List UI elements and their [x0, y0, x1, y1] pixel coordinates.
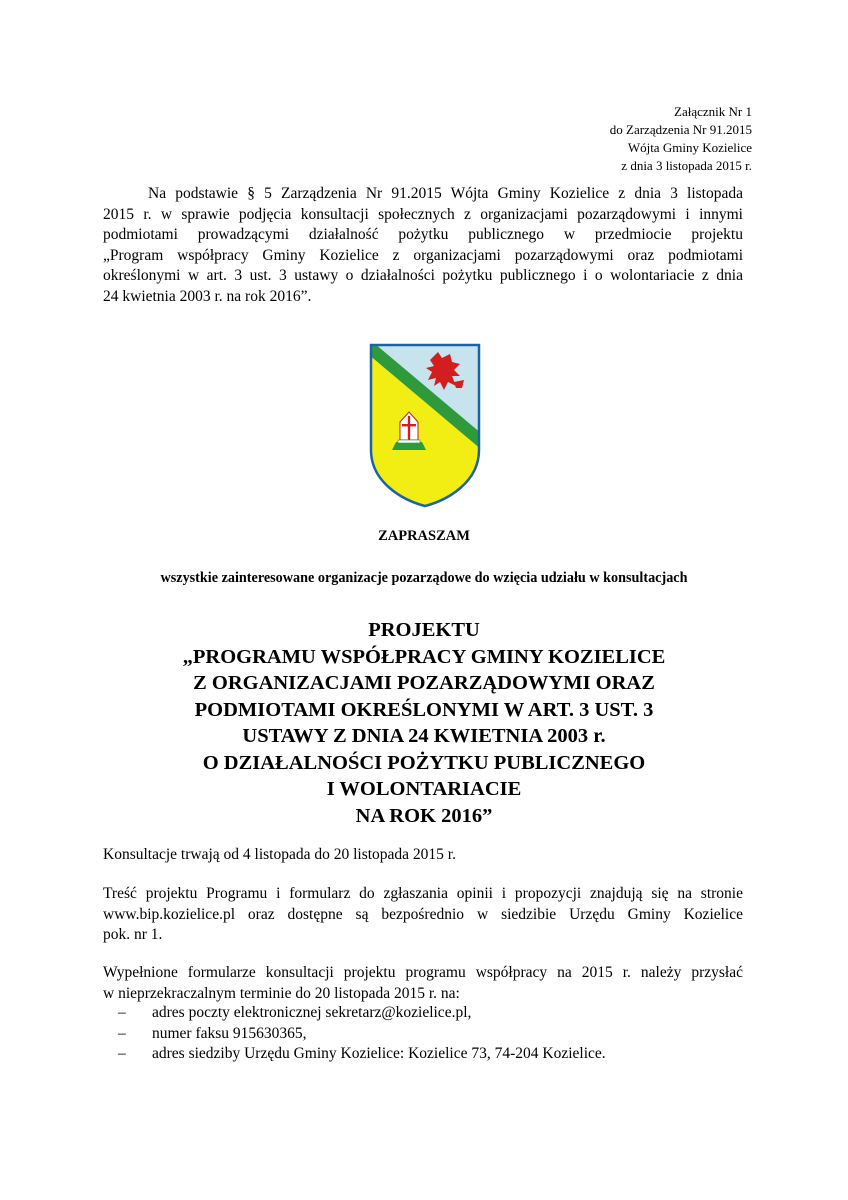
fax-number-item: numer faksu 915630365,	[152, 1024, 307, 1042]
intro-line: 2015 r. w sprawie podjęcia konsultacji społecznych z organizacjami pozarządowymi i innymi	[103, 205, 743, 223]
invite-title: ZAPRASZAM	[378, 528, 470, 544]
project-title-line: „PROGRAMU WSPÓŁPRACY GMINY KOZIELICE	[182, 645, 666, 668]
email-address-item: adres poczty elektronicznej sekretarz@kozielice.pl,	[152, 1004, 472, 1021]
project-title-line: NA ROK 2016”	[355, 804, 493, 827]
dash-bullet: –	[118, 1024, 126, 1042]
intro-paragraph	[103, 184, 743, 307]
office-address-item: adres siedziby Urzędu Gminy Kozielice: Kozielice 73, 74-204 Kozielice.	[152, 1045, 606, 1062]
list-item	[118, 1024, 606, 1045]
annex-line: z dnia 3 listopada 2015 r.	[621, 158, 752, 173]
project-title-line: O DZIAŁALNOŚCI POŻYTKU PUBLICZNEGO	[202, 751, 646, 774]
consultation-period	[103, 845, 743, 866]
dash-bullet: –	[118, 1004, 126, 1021]
intro-line: podmiotami prowadzącymi działalność pożytku publicznego w przedmiocie projektu	[103, 226, 743, 243]
dash-bullet: –	[118, 1045, 126, 1062]
documents-paragraph	[103, 884, 743, 946]
project-title-line: USTAWY Z DNIA 24 KWIETNIA 2003 r.	[242, 725, 606, 747]
list-item	[118, 1003, 606, 1024]
intro-line: „Program współpracy Gminy Kozielice z organizacjami pozarządowymi oraz podmiotami	[103, 246, 743, 264]
documents-line: www.bip.kozielice.pl oraz dostępne są bezpośrednio w siedzibie Urzędu Gminy Kozielice	[103, 905, 743, 923]
project-title-line: Z ORGANIZACJAMI POZARZĄDOWYMI ORAZ	[193, 672, 655, 694]
submission-list	[118, 1003, 606, 1065]
intro-line: 24 kwietnia 2003 r. na rok 2016”.	[103, 287, 312, 305]
intro-line: Na podstawie § 5 Zarządzenia Nr 91.2015 Wójta Gminy Kozielice z dnia 3 listopada	[148, 185, 743, 202]
project-title-line: PROJEKTU	[368, 619, 480, 641]
documents-line: pok. nr 1.	[103, 926, 163, 943]
annex-line: Wójta Gminy Kozielice	[627, 140, 752, 155]
invite-subtitle: wszystkie zainteresowane organizacje pozarządowe do wzięcia udziału w konsultacjach	[160, 570, 688, 586]
forms-line: Wypełnione formularze konsultacji projektu programu współpracy na 2015 r. należy przysłać	[103, 964, 743, 981]
coat-of-arms-icon	[368, 342, 482, 508]
project-title	[0, 617, 848, 829]
annex-line: Załącznik Nr 1	[674, 104, 752, 119]
project-title-line: I WOLONTARIACIE	[326, 778, 522, 800]
forms-line: w nieprzekraczalnym terminie do 20 listopada 2015 r. na:	[103, 984, 460, 1002]
consultation-period-text: Konsultacje trwają od 4 listopada do 20 listopada 2015 r.	[103, 846, 456, 863]
annex-header	[610, 103, 752, 175]
annex-line: do Zarządzenia Nr 91.2015	[609, 122, 752, 137]
project-title-line: PODMIOTAMI OKREŚLONYMI W ART. 3 UST. 3	[194, 698, 654, 721]
forms-paragraph	[103, 963, 743, 1004]
intro-line: określonymi w art. 3 ust. 3 ustawy o działalności pożytku publicznego i o wolontariacie z dnia	[103, 267, 743, 284]
list-item	[118, 1044, 606, 1065]
documents-line: Treść projektu Programu i formularz do zgłaszania opinii i propozycji znajdują się na stronie	[103, 885, 743, 902]
